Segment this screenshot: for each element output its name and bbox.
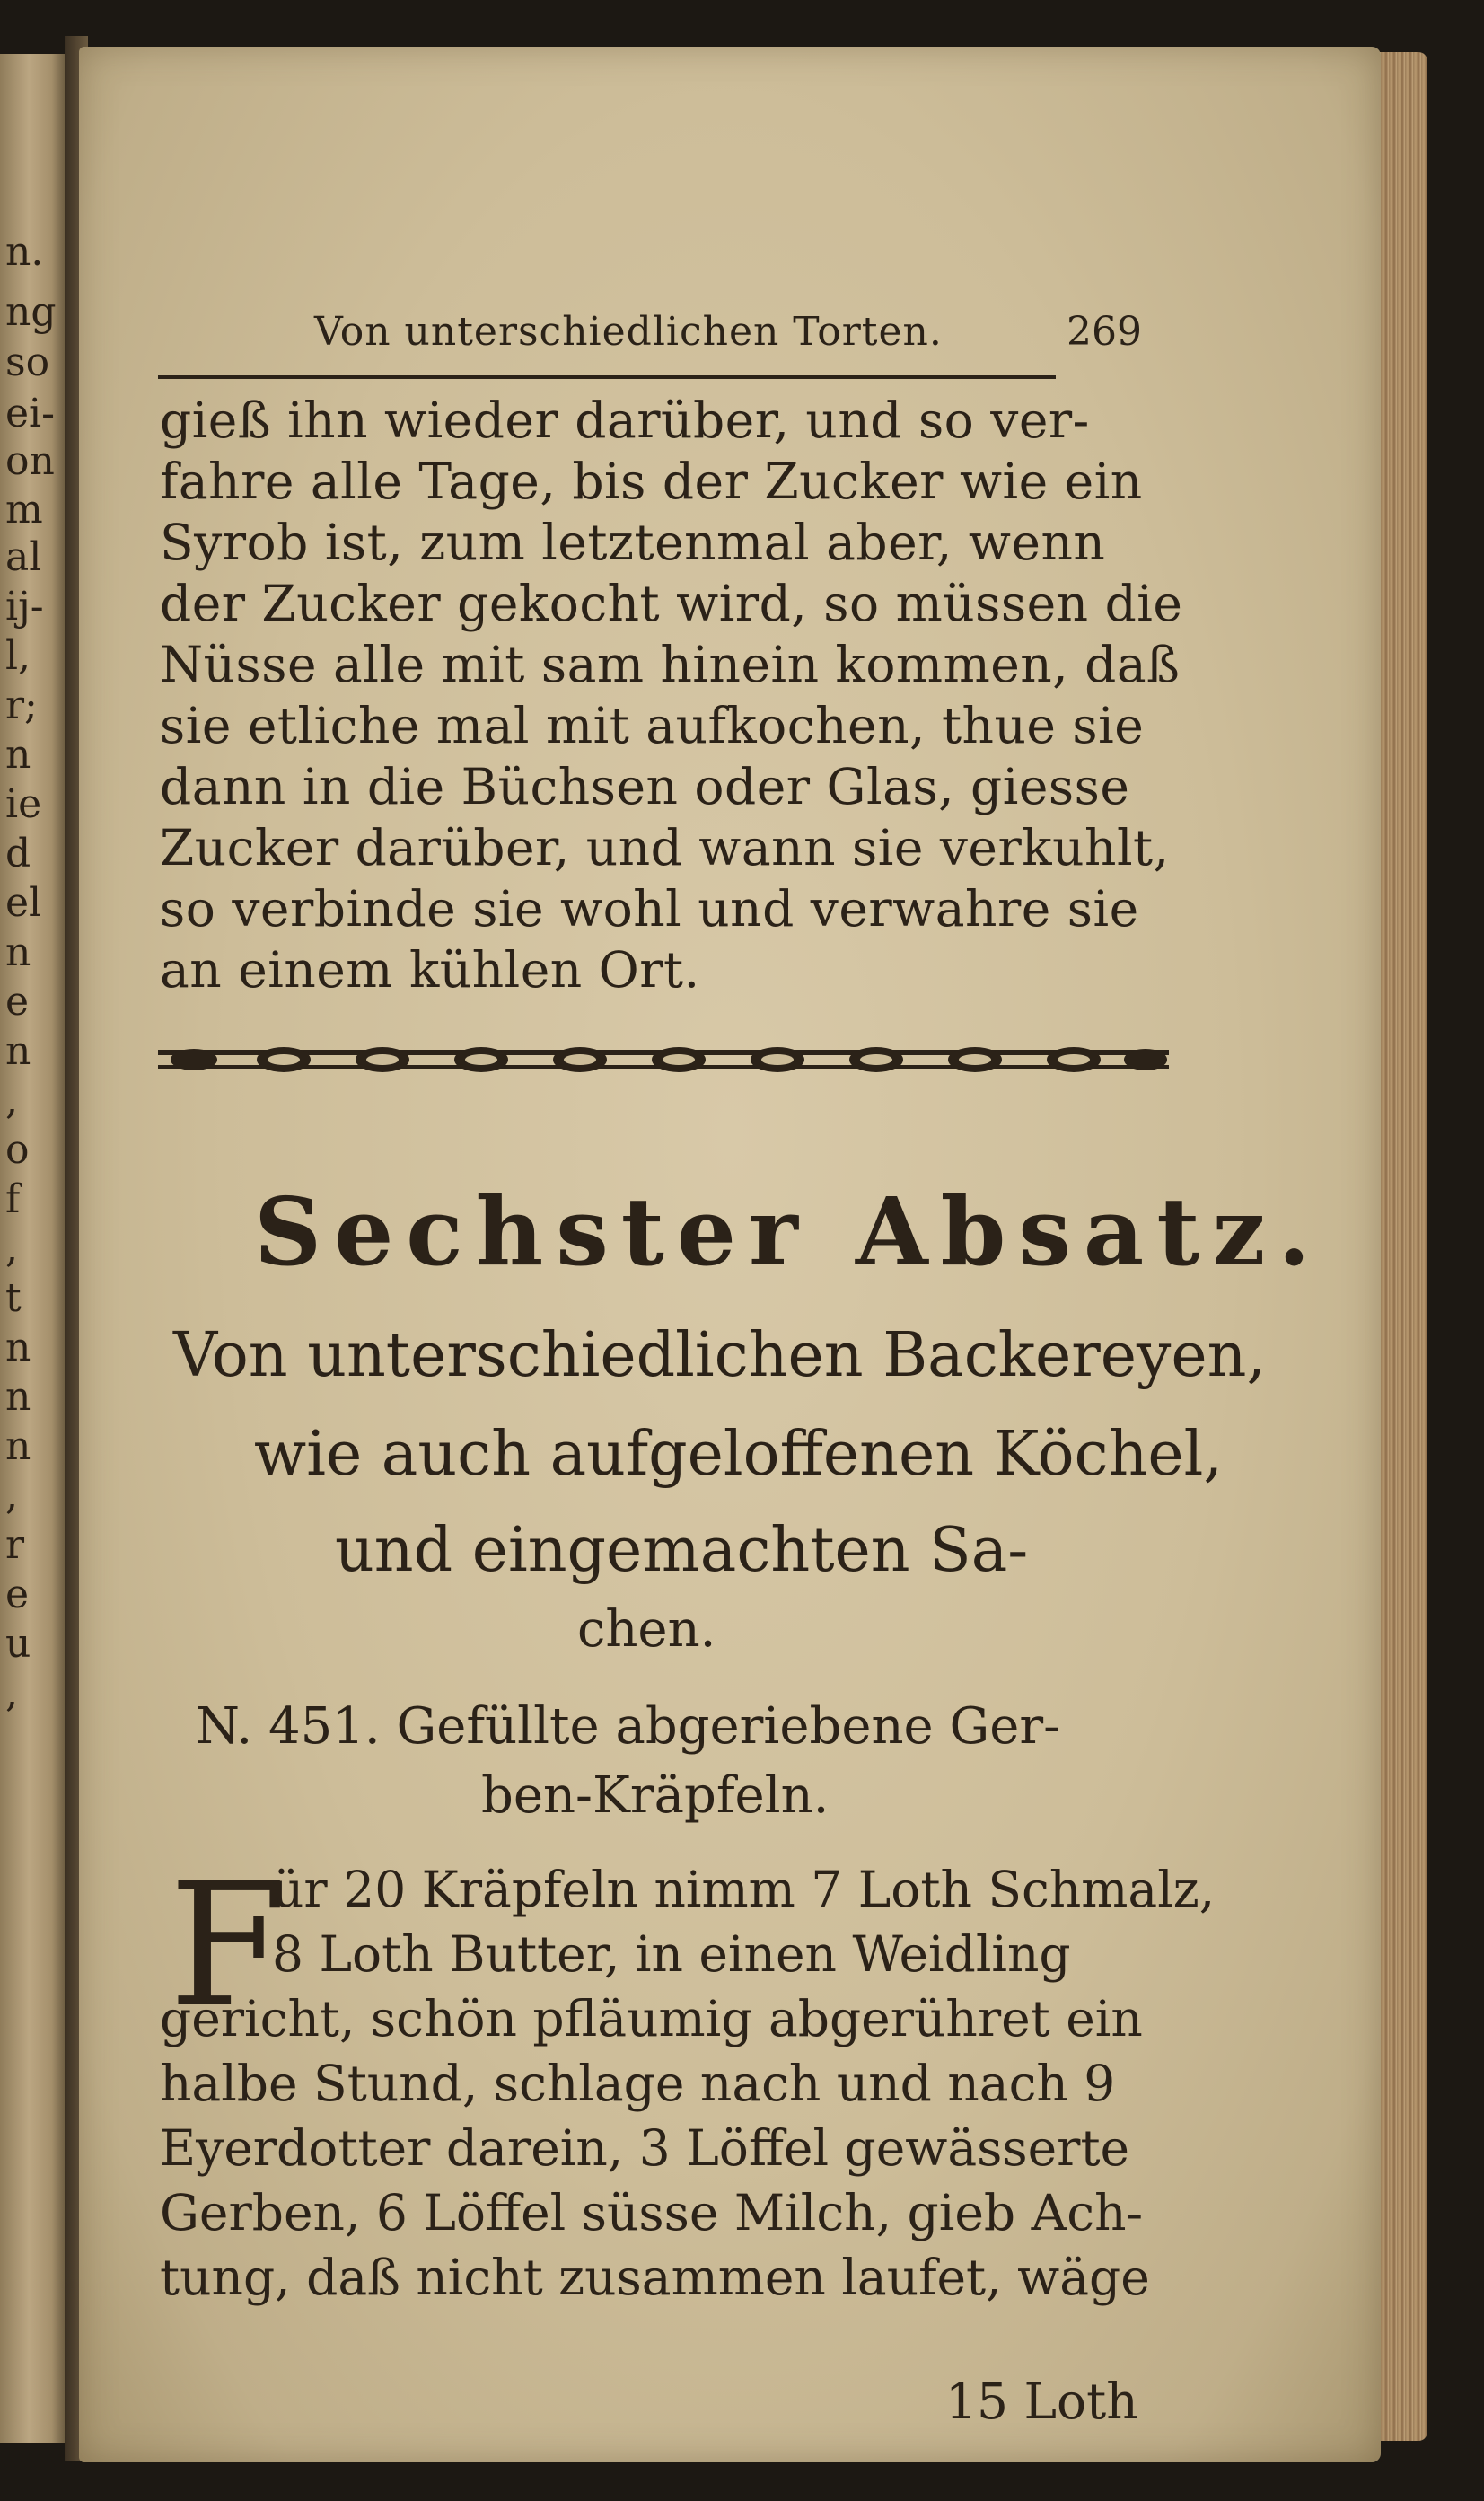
text-line: sie etliche mal mit aufkochen, thue sie	[160, 697, 1145, 754]
section-subtitle-line: und eingemachten Sa-	[335, 1515, 1029, 1586]
drop-cap-initial: F	[169, 1846, 287, 2045]
facing-page-fragment: n	[5, 1325, 31, 1370]
facing-page-fragment: ie	[5, 781, 42, 827]
recipe-line: Eyerdotter darein, 3 Löffel gewässerte	[160, 2119, 1130, 2177]
book-page	[79, 47, 1381, 2462]
facing-page-edge	[0, 54, 65, 2443]
text-line: so verbinde sie wohl und verwahre sie	[160, 880, 1139, 938]
recipe-line: Gerben, 6 Löffel süsse Milch, gieb Ach-	[160, 2184, 1144, 2241]
text-line: Syrob ist, zum letztenmal aber, wenn	[160, 514, 1106, 571]
facing-page-fragment: ,	[5, 1078, 18, 1123]
facing-page-fragment: m	[5, 487, 43, 533]
text-line: an einem kühlen Ort.	[160, 941, 700, 999]
facing-page-fragment: t	[5, 1275, 22, 1321]
section-subtitle-line: chen.	[577, 1600, 716, 1659]
facing-page-fragment: r;	[5, 682, 38, 728]
facing-page-fragment: ,	[5, 1226, 18, 1272]
text-line: Nüsse alle mit sam hinein kommen, daß	[160, 636, 1181, 693]
facing-page-fragment: el	[5, 880, 42, 926]
facing-page-fragment: n	[5, 1028, 31, 1074]
facing-page-fragment: ,	[5, 1670, 18, 1716]
facing-page-fragment: d	[5, 831, 31, 876]
facing-page-fragment: n	[5, 1423, 31, 1469]
facing-page-fragment: ,	[5, 1473, 18, 1519]
facing-page-fragment: o	[5, 1127, 30, 1173]
facing-page-fragment: n	[5, 929, 31, 975]
header-rule	[158, 375, 1056, 379]
section-title: Sechster Absatz.	[254, 1176, 1323, 1287]
recipe-heading-continued: ben-Kräpfeln.	[481, 1766, 830, 1825]
page-number: 269	[1067, 309, 1142, 355]
facing-page-fragment: l,	[5, 633, 31, 679]
recipe-line: halbe Stund, schlage nach und nach 9	[160, 2055, 1116, 2112]
facing-page-fragment: al	[5, 534, 42, 580]
text-line: fahre alle Tage, bis der Zucker wie ein	[160, 453, 1143, 510]
facing-page-fragment: n	[5, 1374, 31, 1420]
facing-page-fragment: e	[5, 979, 30, 1025]
facing-page-fragment: f	[5, 1176, 21, 1222]
facing-page-fragment: on	[5, 438, 55, 484]
ornamental-divider	[158, 1027, 1169, 1090]
facing-page-fragment: r	[5, 1522, 25, 1568]
text-line: gieß ihn wieder darüber, und so ver-	[160, 392, 1090, 449]
text-line: Zucker darüber, und wann sie verkuhlt,	[160, 819, 1170, 876]
text-line: der Zucker gekocht wird, so müssen die	[160, 575, 1183, 632]
facing-page-fragment: so	[5, 339, 50, 385]
facing-page-fragment: n.	[5, 229, 44, 275]
recipe-line: gericht, schön pfläumig abgerühret ein	[160, 1990, 1143, 2047]
section-subtitle-line: wie auch aufgeloffenen Köchel,	[254, 1419, 1224, 1490]
facing-page-fragment: e	[5, 1572, 30, 1617]
facing-page-fragment: ng	[5, 289, 57, 335]
recipe-line: 8 Loth Butter, in einen Weidling	[272, 1925, 1071, 1983]
catchword: 15 Loth	[945, 2373, 1138, 2430]
recipe-line: ür 20 Kräpfeln nimm 7 Loth Schmalz,	[272, 1861, 1216, 1918]
facing-page-fragment: n	[5, 732, 31, 778]
recipe-line: tung, daß nicht zusammen laufet, wäge	[160, 2249, 1150, 2306]
section-subtitle-line: Von unterschiedlichen Backereyen,	[173, 1320, 1267, 1391]
running-head: Von unterschiedlichen Torten.	[314, 309, 943, 355]
text-line: dann in die Büchsen oder Glas, giesse	[160, 758, 1130, 815]
facing-page-fragment: ei-	[5, 391, 55, 436]
facing-page-fragment: ij-	[5, 584, 44, 630]
facing-page-fragment: u	[5, 1621, 31, 1667]
recipe-heading: N. 451. Gefüllte abgeriebene Ger-	[196, 1697, 1061, 1756]
